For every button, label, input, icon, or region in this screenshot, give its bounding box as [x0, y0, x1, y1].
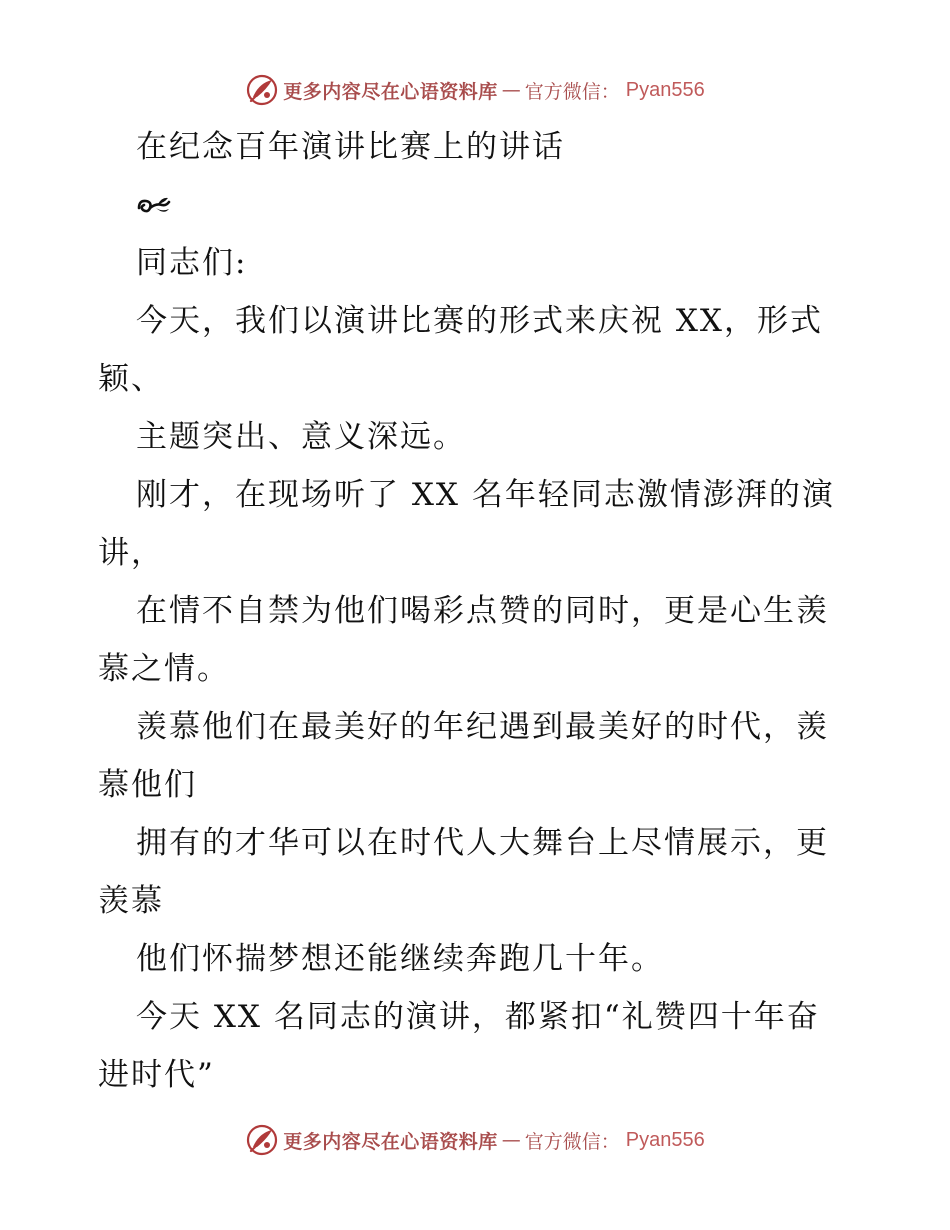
body-line: 进时代”: [98, 1057, 215, 1093]
footer-official-label: 官方微信：: [524, 1130, 620, 1153]
body-line: 讲，: [98, 535, 164, 571]
footer-wechat-id: Pyan556: [625, 1128, 705, 1151]
header-brand-text: 更多内容尽在心语资料库: [283, 80, 498, 103]
body-line: 在情不自禁为他们喝彩点赞的同时，更是心生羡: [136, 593, 829, 629]
body-line: 羡慕: [98, 883, 164, 919]
document-lines: [98, 234, 858, 1104]
body-line: 颖、: [98, 361, 164, 397]
document-title: 在纪念百年演讲比赛上的讲话: [136, 129, 565, 165]
document-body: [98, 118, 858, 1104]
ornament-row: [98, 176, 858, 234]
header-official-label: 官方微信：: [524, 80, 620, 103]
body-line: 羡慕他们在最美好的年纪遇到最美好的时代，羡: [136, 709, 829, 745]
header-wechat-id: Pyan556: [625, 78, 705, 101]
body-line: 拥有的才华可以在时代人大舞台上尽情展示，更: [136, 825, 829, 861]
footer-separator: —: [501, 1129, 521, 1151]
fleuron-icon: [136, 194, 172, 216]
header-banner: [0, 70, 950, 110]
body-line: 主题突出、意义深远。: [136, 419, 466, 455]
body-line: 他们怀揣梦想还能继续奔跑几十年。: [136, 941, 664, 977]
header-separator: —: [501, 79, 521, 101]
body-line: 同志们:: [136, 245, 248, 281]
body-line: 慕他们: [98, 767, 197, 803]
body-line: 慕之情。: [98, 651, 230, 687]
pen-logo-icon: [245, 73, 279, 107]
body-line: 今天 XX 名同志的演讲，都紧扣“礼赞四十年奋: [136, 999, 820, 1035]
footer-banner: [0, 1120, 950, 1160]
body-line: 刚才，在现场听了 XX 名年轻同志激情澎湃的演: [136, 477, 835, 513]
pen-logo-icon: [245, 1123, 279, 1157]
footer-brand-text: 更多内容尽在心语资料库: [283, 1130, 498, 1153]
body-line: 今天，我们以演讲比赛的形式来庆祝 XX，形式: [136, 303, 823, 339]
